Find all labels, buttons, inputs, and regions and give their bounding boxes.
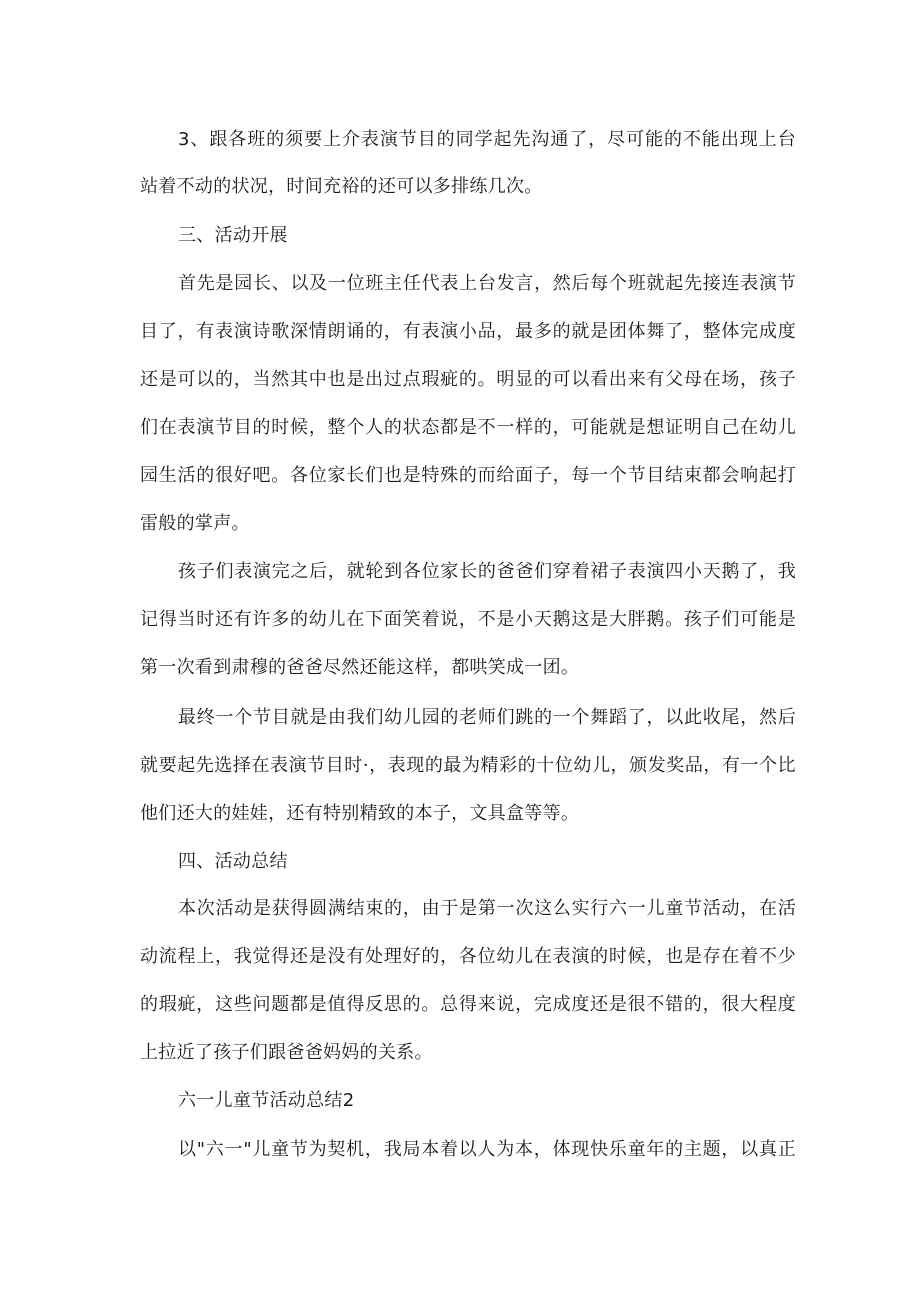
section-heading: 四、活动总结 (178, 851, 288, 872)
body-text-line: 上拉近了孩子们跟爸爸妈妈的关系。 (140, 1042, 433, 1063)
body-text-line: 目了，有表演诗歌深情朗诵的，有表演小品，最多的就是团体舞了，整体完成度 (140, 321, 796, 342)
body-text-line: 以"六一"儿童节为契机，我局本着以人为本，体现快乐童年的主题，以真正 (178, 1139, 796, 1160)
body-text-line: 首先是园长、以及一位班主任代表上台发言，然后每个班就起先接连表演节 (178, 273, 796, 294)
body-text-line: 他们还大的娃娃，还有特别精致的本子，文具盒等等。 (140, 803, 580, 824)
body-text-line: 动流程上，我觉得还是没有处理好的，各位幼儿在表演的时候，也是存在着不少 (140, 946, 796, 967)
body-text-line: 们在表演节目的时候，整个人的状态都是不一样的，可能就是想证明自己在幼儿 (140, 417, 796, 438)
body-text-line: 雷般的掌声。 (140, 513, 250, 534)
section-heading: 三、活动开展 (178, 225, 288, 246)
body-text-line: 记得当时还有许多的幼儿在下面笑着说，不是小天鹅这是大胖鹅。孩子们可能是 (140, 609, 796, 630)
body-text-line: 最终一个节目就是由我们幼儿园的老师们跳的一个舞蹈了，以此收尾，然后 (178, 707, 796, 728)
body-text-line: 站着不动的状况，时间充裕的还可以多排练几次。 (140, 176, 543, 197)
body-text-line: 孩子们表演完之后，就轮到各位家长的爸爸们穿着裙子表演四小天鹅了，我 (178, 561, 796, 582)
body-text-line: 园生活的很好吧。各位家长们也是特殊的而给面子，每一个节目结束都会响起打 (140, 465, 796, 486)
body-text-line: 第一次看到肃穆的爸爸尽然还能这样，都哄笑成一团。 (140, 657, 580, 678)
document-subtitle: 六一儿童节活动总结2 (178, 1090, 355, 1111)
body-text-line: 3、跟各班的须要上介表演节目的同学起先沟通了，尽可能的不能出现上台 (178, 129, 796, 150)
body-text-line: 就要起先选择在表演节目时·，表现的最为精彩的十位幼儿，颁发奖品，有一个比 (140, 755, 796, 776)
body-text-line: 的瑕疵，这些问题都是值得反思的。总得来说，完成度还是很不错的，很大程度 (140, 994, 796, 1015)
body-text-line: 本次活动是获得圆满结束的，由于是第一次这么实行六一儿童节活动，在活 (178, 898, 796, 919)
body-text-line: 还是可以的，当然其中也是出过点瑕疵的。明显的可以看出来有父母在场，孩子 (140, 369, 796, 390)
